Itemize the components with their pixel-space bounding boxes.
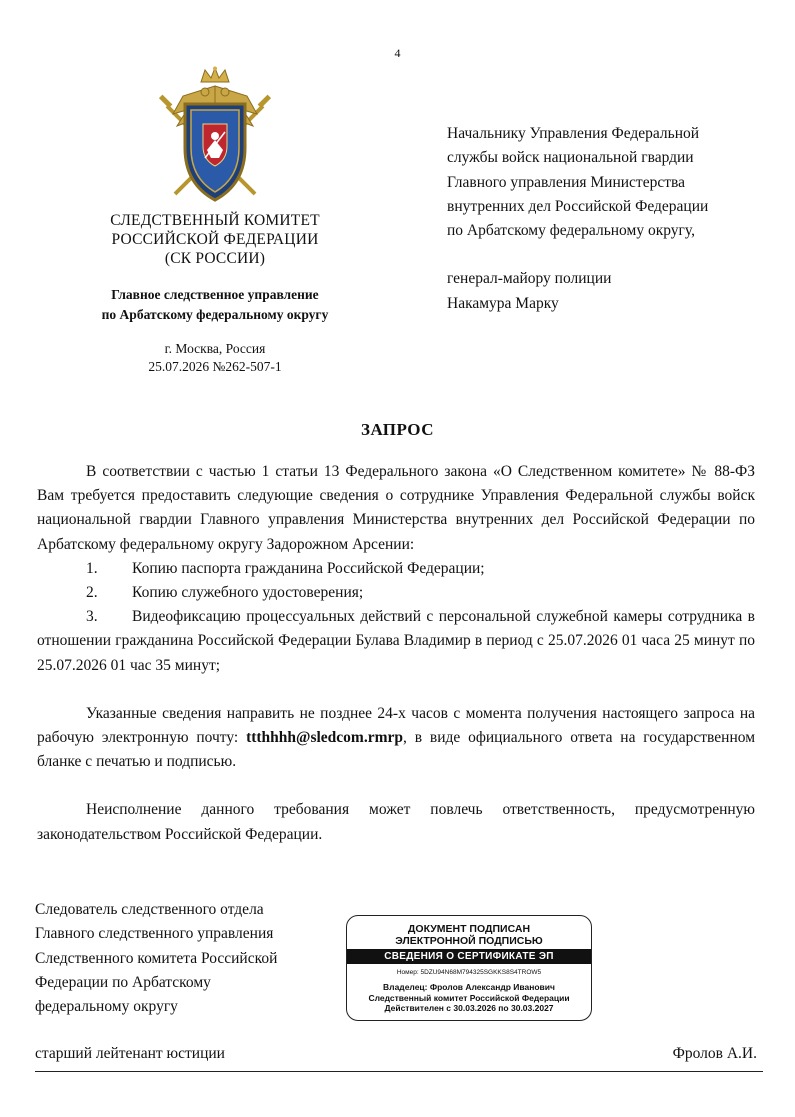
list-number: 2. (86, 584, 98, 602)
stamp-line: ЭЛЕКТРОННОЙ ПОДПИСЬЮ (395, 935, 543, 947)
addressee-line: внутренних дел Российской Федерации (447, 197, 709, 215)
position-line: федеральному округу (35, 998, 178, 1016)
org-line: (СК РОССИИ) (164, 250, 266, 267)
place-and-date (60, 340, 370, 376)
list-number: 1. (86, 559, 98, 577)
page-number: 4 (394, 46, 401, 60)
deadline-paragraph (37, 702, 755, 775)
org-line: СЛЕДСТВЕННЫЙ КОМИТЕТ (110, 212, 320, 229)
document-title: ЗАПРОС (360, 420, 435, 439)
document-date-number: 25.07.2026 №262-507-1 (148, 359, 282, 374)
footer-divider (35, 1071, 763, 1072)
org-line: РОССИЙСКОЙ ФЕДЕРАЦИИ (111, 231, 319, 248)
list-item (37, 557, 755, 581)
addressee-rank: генерал-майору полиции (447, 270, 612, 288)
list-text: Видеофиксацию процессуальных действий с персональной служебной камеры сотрудника в отношении гражданина Российской Федерации Булава Владимир в период с 25.07.2026 01 часа 25 минут по 25.07.2026 01 час 35 минут; (37, 608, 755, 674)
position-line: Следственного комитета Российской (35, 949, 278, 967)
document-body (37, 460, 755, 847)
addressee-line: службы войск национальной гвардии (447, 149, 694, 167)
deadline-text-end: , в виде официального ответа на государственном бланке с печатью и подписью. (37, 729, 755, 771)
position-line: Федерации по Арбатскому (35, 973, 211, 991)
stamp-certificate-bar: СВЕДЕНИЯ О СЕРТИФИКАТЕ ЭП (347, 949, 591, 964)
position-line: Главного следственного управления (35, 925, 274, 943)
addressee-block (447, 122, 777, 316)
addressee-name: Накамура Марку (447, 294, 559, 312)
investigative-committee-emblem-icon (155, 66, 275, 206)
position-line: Следователь следственного отдела (35, 901, 264, 918)
liability-paragraph: Неисполнение данного требования может повлечь ответственность, предусмотренную законодательством Российской Федерации. (37, 801, 755, 843)
deadline-text: Указанные сведения направить не позднее 24-х часов с момента получения настоящего запроса на рабочую электронную почту: (37, 704, 755, 747)
signer-name: Фролов А.И. (672, 1045, 757, 1062)
signer-rank: старший лейтенант юстиции (35, 1045, 225, 1062)
email-address[interactable]: ttthhhh@sledcom.rmrp (246, 729, 403, 747)
city: г. Москва, Россия (164, 341, 266, 356)
addressee-line: Главного управления Министерства (447, 173, 685, 191)
signer-position (35, 898, 325, 1019)
addressee-line: по Арбатскому федеральному округу, (447, 222, 695, 240)
addressee-line: Начальнику Управления Федеральной (447, 125, 700, 142)
stamp-certificate-number: Номер: 5DZU94N68M794325SGKKS8S4TROW5 (396, 969, 542, 976)
stamp-owner: Владелец: Фролов Александр Иванович (383, 982, 555, 992)
electronic-signature-stamp (346, 915, 592, 1021)
list-item (37, 581, 755, 605)
list-text: Копию служебного удостоверения; (132, 584, 364, 602)
department-name (60, 285, 370, 325)
list-text: Копию паспорта гражданина Российской Федерации; (132, 559, 485, 577)
stamp-organization: Следственный комитет Российской Федерации (368, 992, 570, 1003)
dept-line: по Арбатскому федеральному округу (101, 307, 329, 322)
stamp-line: ДОКУМЕНТ ПОДПИСАН (407, 923, 531, 935)
organization-name (60, 211, 370, 268)
list-number: 3. (86, 608, 98, 626)
list-item (37, 605, 755, 678)
dept-line: Главное следственное управление (111, 287, 319, 302)
stamp-validity: Действителен с 30.03.2026 по 30.03.2027 (384, 1003, 554, 1013)
intro-paragraph: В соответствии с частью 1 статьи 13 Федерального закона «О Следственном комитете» № 88-ФЗ Вам требуется предоставить следующие сведения о сотруднике Управления Федеральной службы войск национальной гвардии Главного управления Министерства внутренних дел Российской Федерации по Арбатскому федеральному округу Задорожном Арсении: (37, 463, 755, 553)
